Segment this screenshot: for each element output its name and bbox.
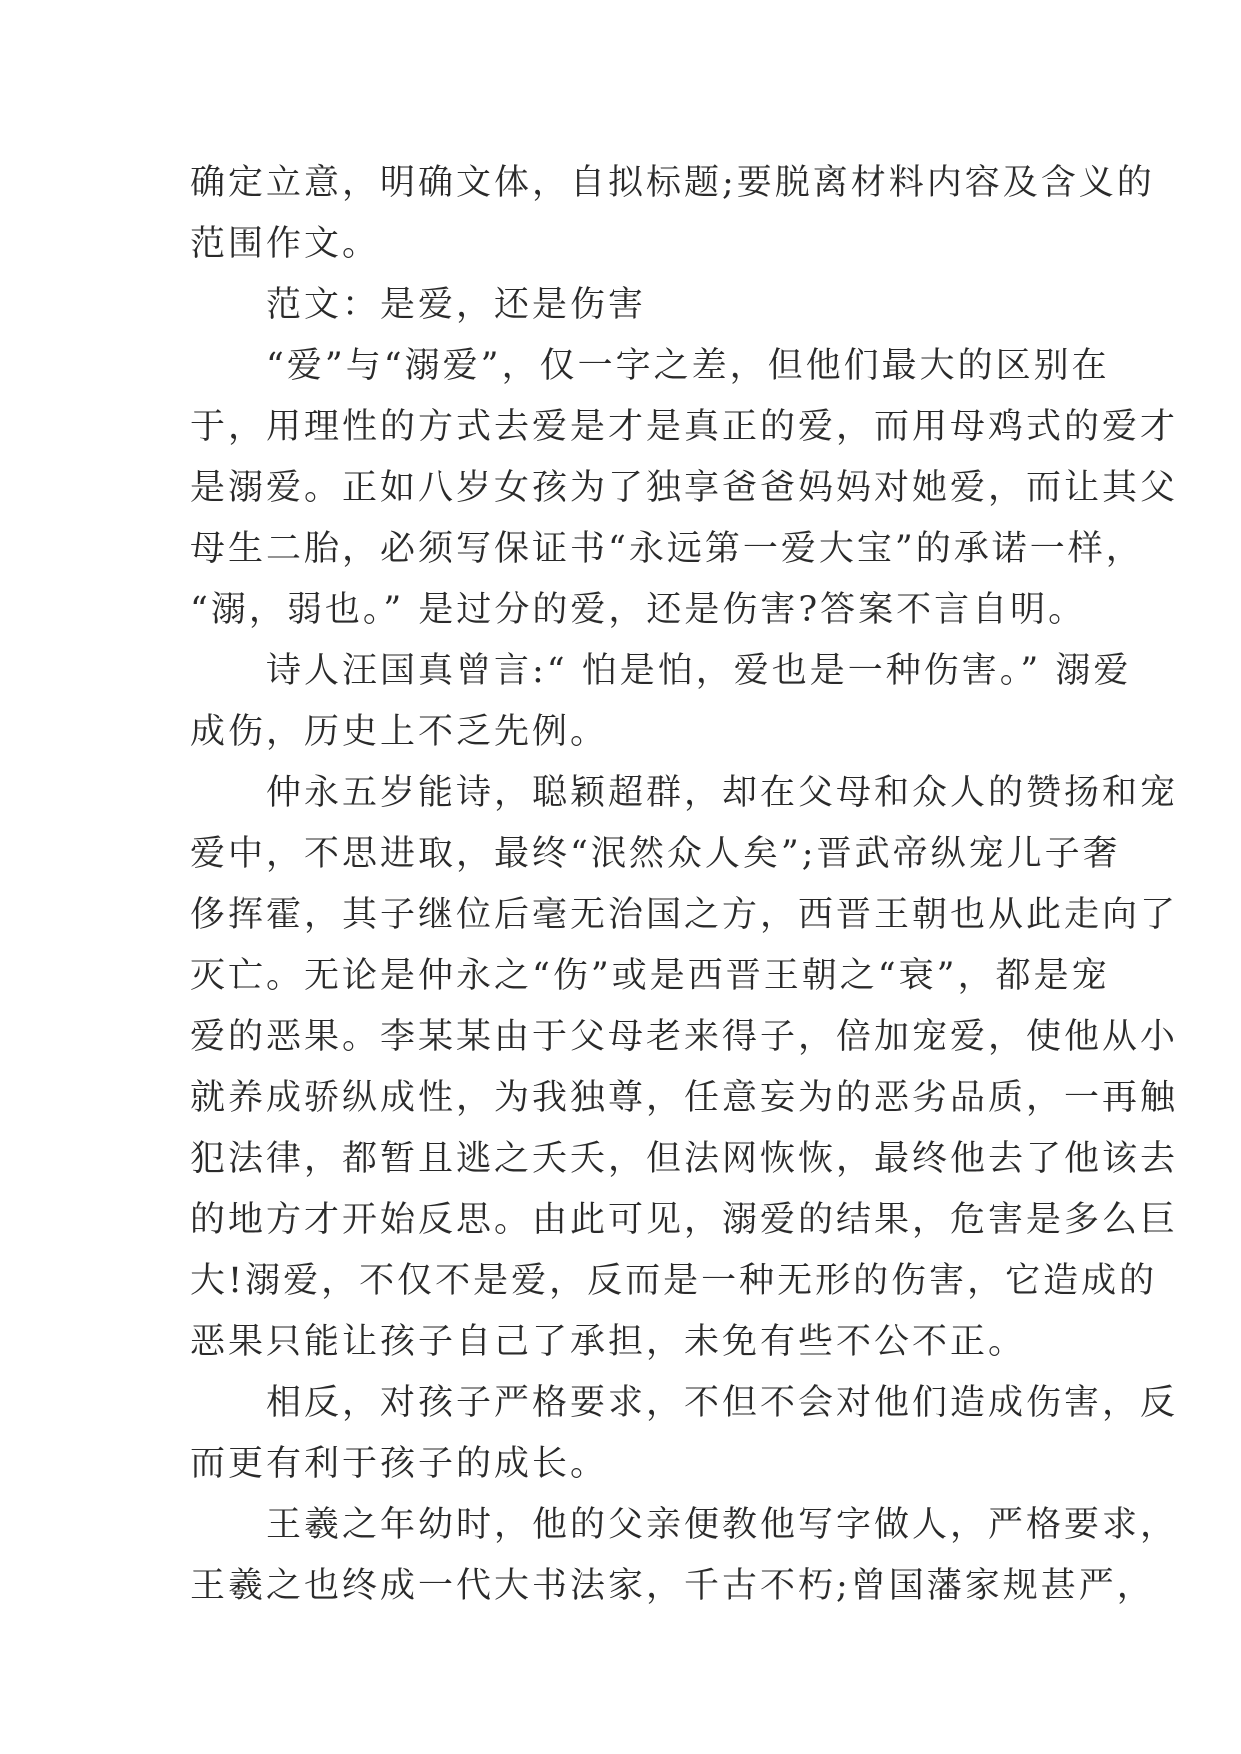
text-line: 范围作文。 (190, 224, 381, 264)
document-body (190, 153, 1179, 1617)
text-line: 爱的恶果。李某某由于父母老来得子，倍加宠爱，使他从小 (190, 1017, 1179, 1057)
text-line: 诗人汪国真曾言:“ 怕是怕，爱也是一种伤害。” 溺爱 (190, 651, 1132, 691)
text-line: 大!溺爱，不仅不是爱，反而是一种无形的伤害，它造成的 (190, 1261, 1158, 1301)
text-line: 相反，对孩子严格要求，不但不会对他们造成伤害，反 (190, 1383, 1179, 1423)
text-line: 成伤，历史上不乏先例。 (190, 712, 609, 752)
text-line: 王羲之年幼时，他的父亲便教他写字做人，严格要求， (190, 1505, 1179, 1545)
text-line: 仲永五岁能诗，聪颖超群，却在父母和众人的赞扬和宠 (190, 773, 1179, 813)
text-line: 而更有利于孩子的成长。 (190, 1444, 609, 1484)
text-line: 犯法律，都暂且逃之夭夭，但法网恢恢，最终他去了他该去 (190, 1139, 1179, 1179)
text-line: 灭亡。无论是仲永之“伤”或是西晋王朝之“衰”，都是宠 (190, 956, 1110, 996)
text-line: 于，用理性的方式去爱是才是真正的爱，而用母鸡式的爱才 (190, 407, 1179, 447)
text-line: “爱”与“溺爱”，仅一字之差，但他们最大的区别在 (190, 346, 1110, 386)
text-line: “溺，弱也。” 是过分的爱，还是伤害?答案不言自明。 (190, 590, 1087, 630)
text-line: 爱中，不思进取，最终“泯然众人矣”;晋武帝纵宠儿子奢 (190, 834, 1121, 874)
text-line: 就养成骄纵成性，为我独尊，任意妄为的恶劣品质，一再触 (190, 1078, 1179, 1118)
text-line: 的地方才开始反思。由此可见，溺爱的结果，危害是多么巨 (190, 1200, 1179, 1240)
text-line: 确定立意，明确文体，自拟标题;要脱离材料内容及含义的 (190, 163, 1155, 203)
essay-title-line: 范文：是爱，还是伤害 (190, 285, 647, 325)
text-line: 恶果只能让孩子自己了承担，未免有些不公不正。 (190, 1322, 1027, 1362)
text-line: 王羲之也终成一代大书法家，千古不朽;曾国藩家规甚严， (190, 1566, 1155, 1606)
text-line: 侈挥霍，其子继位后毫无治国之方，西晋王朝也从此走向了 (190, 895, 1179, 935)
text-line: 母生二胎，必须写保证书“永远第一爱大宝”的承诺一样， (190, 529, 1144, 569)
text-line: 是溺爱。正如八岁女孩为了独享爸爸妈妈对她爱，而让其父 (190, 468, 1179, 508)
